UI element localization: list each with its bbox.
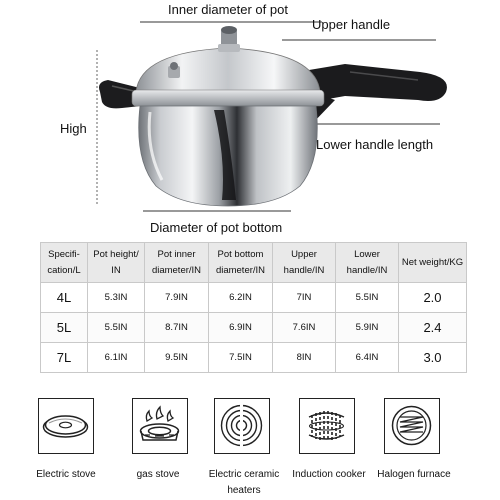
lower-handle-length-label: Lower handle length — [316, 137, 434, 152]
electric-stove-icon — [38, 398, 94, 454]
table-cell: 3.0 — [399, 343, 467, 373]
table-header-row — [41, 243, 467, 283]
header-specification: Specifi- cation/L — [41, 243, 88, 283]
specification-table — [40, 242, 467, 373]
stove-label: Induction cooker — [292, 469, 366, 480]
table-cell: 6.2IN — [209, 283, 273, 313]
table-cell: 5.5IN — [88, 313, 145, 343]
height-label: High — [60, 121, 87, 136]
table-cell: 5.9IN — [336, 313, 399, 343]
upper-handle-label: Upper handle — [312, 17, 391, 32]
halogen-furnace-icon — [384, 398, 440, 454]
table-cell: 7.5IN — [209, 343, 273, 373]
header-net-weight: Net weight/KG — [399, 243, 467, 283]
table-cell: 4L — [41, 283, 88, 313]
table-cell: 9.5IN — [145, 343, 209, 373]
table-cell: 8IN — [273, 343, 336, 373]
header-upper-handle: Upper handle/IN — [273, 243, 336, 283]
ceramic-heater-icon — [214, 398, 270, 454]
table-cell: 7.6IN — [273, 313, 336, 343]
table-cell: 5.5IN — [336, 283, 399, 313]
induction-cooker-icon — [299, 398, 355, 454]
stove-label: gas stove — [136, 469, 180, 480]
table-cell: 7.9IN — [145, 283, 209, 313]
pressure-cooker-image — [0, 0, 500, 240]
stove-label: Electric ceramic heaters — [208, 469, 280, 496]
header-pot-height: Pot height/ IN — [88, 243, 145, 283]
table-cell: 7IN — [273, 283, 336, 313]
gas-stove-icon — [132, 398, 188, 454]
pot-dimension-illustration — [0, 0, 500, 240]
table-cell: 6.9IN — [209, 313, 273, 343]
table-cell: 5.3IN — [88, 283, 145, 313]
inner-diameter-label: Inner diameter of pot — [168, 2, 288, 17]
table-cell: 5L — [41, 313, 88, 343]
bottom-diameter-label: Diameter of pot bottom — [150, 220, 283, 235]
table-cell: 7L — [41, 343, 88, 373]
stove-label: Electric stove — [36, 469, 96, 480]
stove-label: Halogen furnace — [377, 469, 451, 480]
header-pot-bottom-diameter: Pot bottom diameter/IN — [209, 243, 273, 283]
table-row — [41, 313, 467, 343]
table-cell: 6.1IN — [88, 343, 145, 373]
table-cell: 2.4 — [399, 313, 467, 343]
table-row — [41, 283, 467, 313]
table-cell: 6.4IN — [336, 343, 399, 373]
stove-compatibility — [0, 398, 500, 500]
table-row — [41, 343, 467, 373]
header-lower-handle: Lower handle/IN — [336, 243, 399, 283]
table-cell: 2.0 — [399, 283, 467, 313]
table-cell: 8.7IN — [145, 313, 209, 343]
header-pot-inner-diameter: Pot inner diameter/IN — [145, 243, 209, 283]
